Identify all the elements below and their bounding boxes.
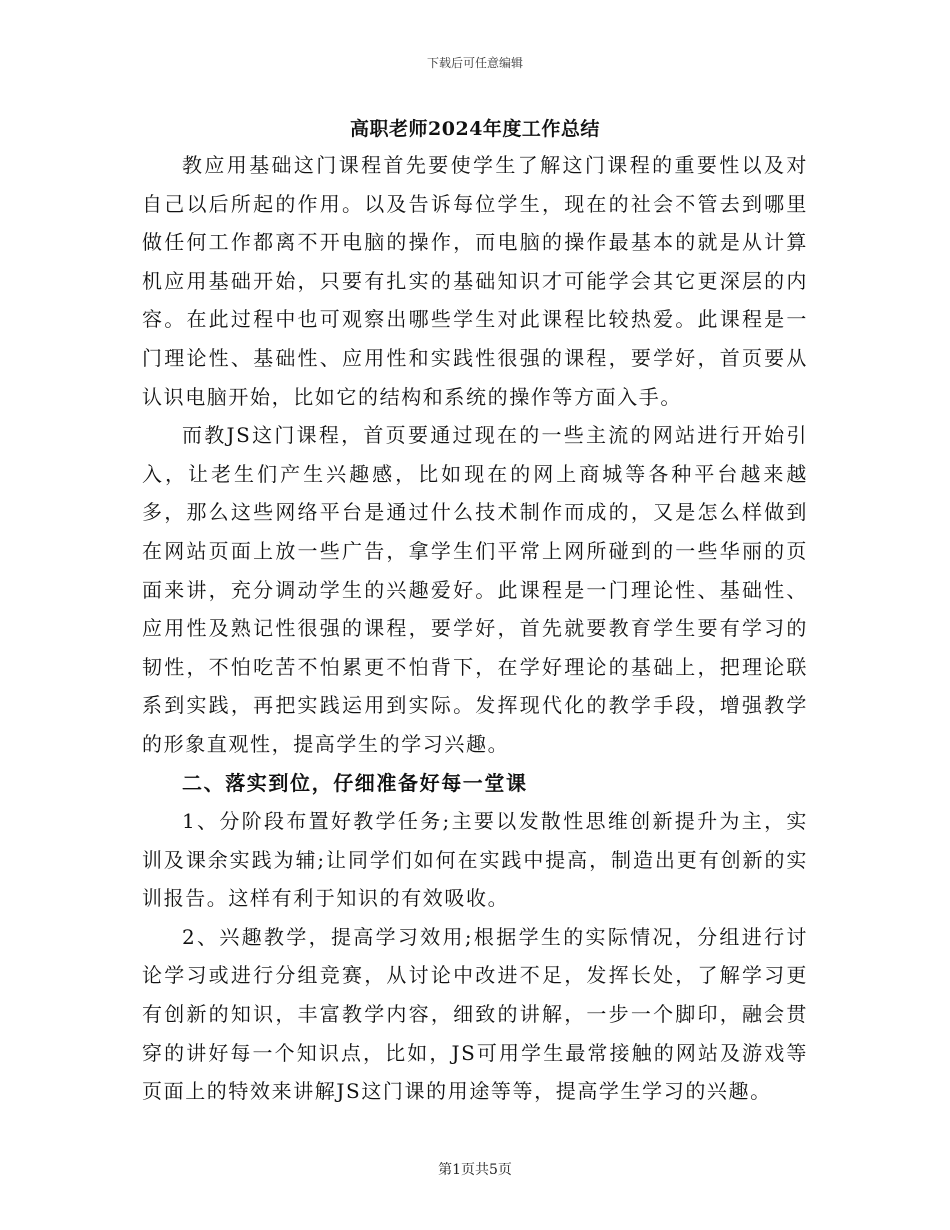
page-number: 第1页共5页 [438,1162,512,1178]
document-body [142,146,808,1111]
section-paragraph: 2、兴趣教学，提高学习效用;根据学生的实际情况，分组进行讨论学习或进行分组竞赛，从讨论中改进不足，发挥长处，了解学习更有创新的知识，丰富教学内容，细致的讲解，一步一个脚印，融会贯穿的讲好每一个知识点，比如，JS可用学生最常接触的网站及游戏等页面上的特效来讲解JS这门课的用途等等，提高学生学习的兴趣。 [142,924,808,1104]
section-paragraph: 1、分阶段布置好教学任务;主要以发散性思维创新提升为主，实训及课余实践为辅;让同学们如何在实践中提高，制造出更有创新的实训报告。这样有利于知识的有效吸收。 [142,809,808,911]
section-heading: 二、落实到位，仔细准备好每一堂课 [182,770,528,795]
paragraph: 教应用基础这门课程首先要使学生了解这门课程的重要性以及对自己以后所起的作用。以及告诉每位学生，现在的社会不管去到哪里做任何工作都离不开电脑的操作，而电脑的操作最基本的就是从计算机应用基础开始，只要有扎实的基础知识才可能学会其它更深层的内容。在此过程中也可观察出哪些学生对此课程比较热爱。此课程是一门理论性、基础性、应用性和实践性很强的课程，要学好，首页要从认识电脑开始，比如它的结构和系统的操作等方面入手。 [142,153,808,409]
paragraph: 而教JS这门课程，首页要通过现在的一些主流的网站进行开始引入，让老生们产生兴趣感，比如现在的网上商城等各种平台越来越多，那么这些网络平台是通过什么技术制作而成的，又是怎么样做到在网站页面上放一些广告，拿学生们平常上网所碰到的一些华丽的页面来讲，充分调动学生的兴趣爱好。此课程是一门理论性、基础性、应用性及熟记性很强的课程，要学好，首先就要教育学生要有学习的韧性，不怕吃苦不怕累更不怕背下，在学好理论的基础上，把理论联系到实践，再把实践运用到实际。发挥现代化的教学手段，增强教学的形象直观性，提高学生的学习兴趣。 [142,423,808,756]
header-note: 下载后可任意编辑 [426,56,523,70]
document-title: 高职老师2024年度工作总结 [350,118,600,140]
